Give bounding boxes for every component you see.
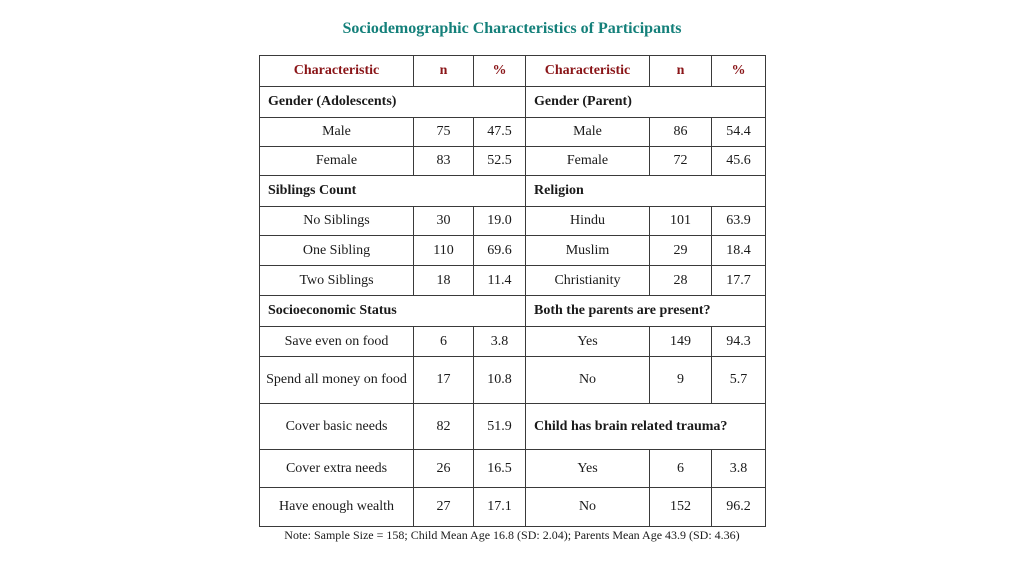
cell-label: Male xyxy=(260,118,414,147)
cell-n: 9 xyxy=(650,357,712,404)
cell-percent: 18.4 xyxy=(712,236,766,266)
table-row xyxy=(260,488,766,527)
table-row xyxy=(260,236,766,266)
cell-n: 18 xyxy=(414,266,474,296)
cell-percent: 51.9 xyxy=(474,404,526,450)
cell-n: 152 xyxy=(650,488,712,527)
cell-n: 101 xyxy=(650,207,712,236)
table-row xyxy=(260,147,766,176)
column-header: Characteristic xyxy=(260,56,414,87)
cell-label: Female xyxy=(260,147,414,176)
cell-label: Two Siblings xyxy=(260,266,414,296)
cell-n: 30 xyxy=(414,207,474,236)
cell-label: Hindu xyxy=(526,207,650,236)
column-header: n xyxy=(414,56,474,87)
cell-n: 86 xyxy=(650,118,712,147)
table-row xyxy=(260,450,766,488)
section-heading: Both the parents are present? xyxy=(526,296,766,327)
cell-n: 28 xyxy=(650,266,712,296)
cell-n: 75 xyxy=(414,118,474,147)
section-row xyxy=(260,296,766,327)
cell-label: Have enough wealth xyxy=(260,488,414,527)
section-heading: Child has brain related trauma? xyxy=(526,404,766,450)
cell-percent: 96.2 xyxy=(712,488,766,527)
cell-n: 82 xyxy=(414,404,474,450)
section-heading: Gender (Parent) xyxy=(526,87,766,118)
cell-n: 6 xyxy=(650,450,712,488)
cell-label: No xyxy=(526,488,650,527)
cell-label: Yes xyxy=(526,450,650,488)
cell-percent: 52.5 xyxy=(474,147,526,176)
cell-n: 149 xyxy=(650,327,712,357)
cell-label: No xyxy=(526,357,650,404)
cell-percent: 45.6 xyxy=(712,147,766,176)
cell-n: 26 xyxy=(414,450,474,488)
cell-label: Male xyxy=(526,118,650,147)
cell-n: 17 xyxy=(414,357,474,404)
cell-label: Christianity xyxy=(526,266,650,296)
header-row xyxy=(260,56,766,87)
cell-n: 29 xyxy=(650,236,712,266)
cell-percent: 17.7 xyxy=(712,266,766,296)
cell-percent: 10.8 xyxy=(474,357,526,404)
cell-percent: 16.5 xyxy=(474,450,526,488)
column-header: Characteristic xyxy=(526,56,650,87)
cell-percent: 17.1 xyxy=(474,488,526,527)
cell-n: 83 xyxy=(414,147,474,176)
section-heading: Gender (Adolescents) xyxy=(260,87,526,118)
cell-label: Cover basic needs xyxy=(260,404,414,450)
column-header: % xyxy=(474,56,526,87)
table-row xyxy=(260,266,766,296)
cell-percent: 47.5 xyxy=(474,118,526,147)
cell-percent: 5.7 xyxy=(712,357,766,404)
cell-label: No Siblings xyxy=(260,207,414,236)
column-header: n xyxy=(650,56,712,87)
cell-n: 110 xyxy=(414,236,474,266)
cell-n: 27 xyxy=(414,488,474,527)
cell-label: Cover extra needs xyxy=(260,450,414,488)
table-note: Note: Sample Size = 158; Child Mean Age 16.8 (SD: 2.04); Parents Mean Age 43.9 (SD: 4.36) xyxy=(284,528,740,542)
section-heading: Religion xyxy=(526,176,766,207)
demographics-table xyxy=(259,55,766,527)
table-row xyxy=(260,404,766,450)
cell-label: Spend all money on food xyxy=(260,357,414,404)
table-row xyxy=(260,118,766,147)
section-row xyxy=(260,176,766,207)
cell-n: 72 xyxy=(650,147,712,176)
cell-label: Female xyxy=(526,147,650,176)
cell-percent: 94.3 xyxy=(712,327,766,357)
cell-label: Save even on food xyxy=(260,327,414,357)
table-title: Sociodemographic Characteristics of Participants xyxy=(342,20,682,37)
section-row xyxy=(260,87,766,118)
cell-n: 6 xyxy=(414,327,474,357)
section-heading: Socioeconomic Status xyxy=(260,296,526,327)
table-row xyxy=(260,207,766,236)
cell-percent: 69.6 xyxy=(474,236,526,266)
cell-label: Muslim xyxy=(526,236,650,266)
column-header: % xyxy=(712,56,766,87)
table-row xyxy=(260,327,766,357)
cell-percent: 19.0 xyxy=(474,207,526,236)
cell-label: Yes xyxy=(526,327,650,357)
table-row xyxy=(260,357,766,404)
cell-label: One Sibling xyxy=(260,236,414,266)
cell-percent: 54.4 xyxy=(712,118,766,147)
cell-percent: 63.9 xyxy=(712,207,766,236)
cell-percent: 11.4 xyxy=(474,266,526,296)
cell-percent: 3.8 xyxy=(712,450,766,488)
cell-percent: 3.8 xyxy=(474,327,526,357)
section-heading: Siblings Count xyxy=(260,176,526,207)
